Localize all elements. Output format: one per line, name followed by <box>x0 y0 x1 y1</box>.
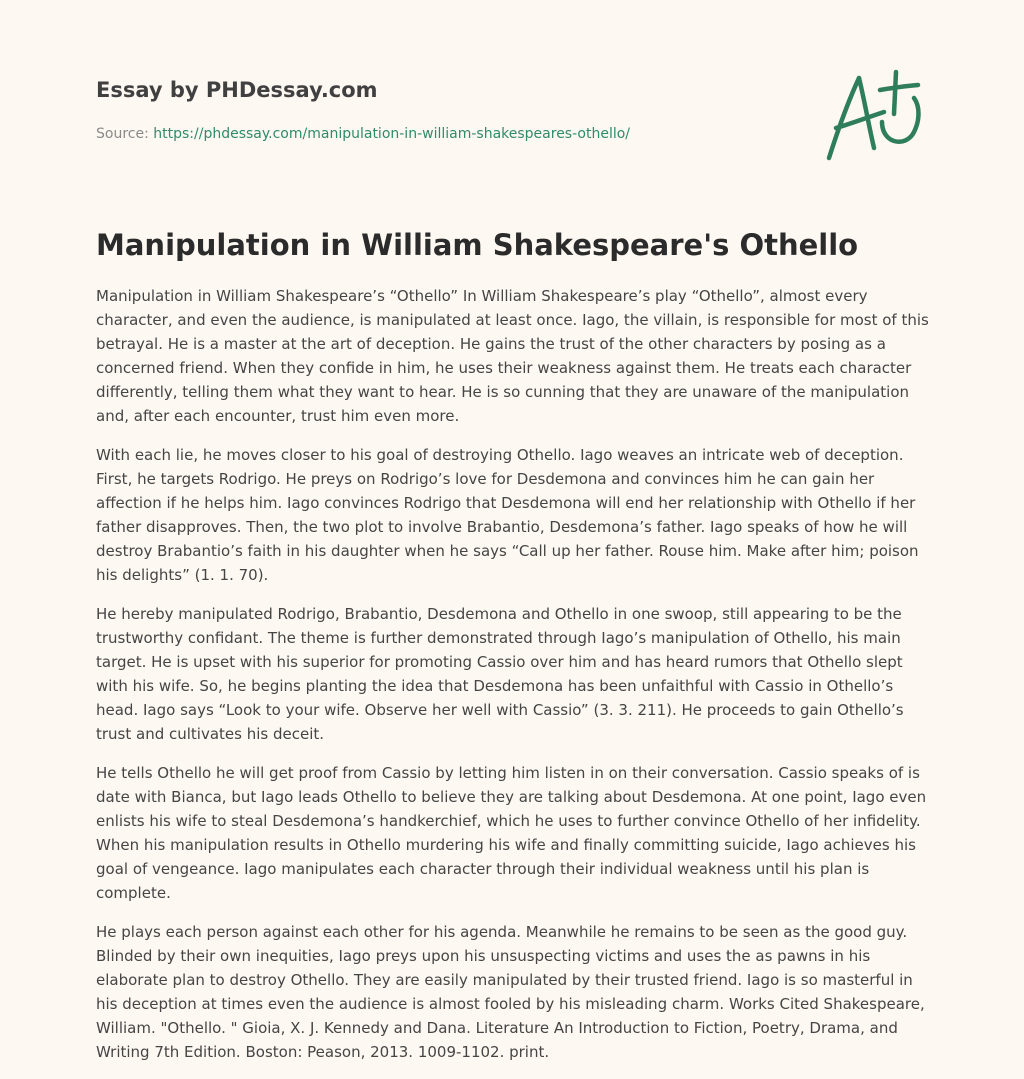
source-label: Source: <box>96 126 149 142</box>
source-line <box>96 124 736 144</box>
essay-title: Manipulation in William Shakespeare's Othello <box>96 228 859 262</box>
essay-paragraph: He tells Othello he will get proof from Cassio by letting him listen in on their conversation. Cassio speaks of is date with Bianca, but Iago leads Othello to believe they are talking about Desdemona. At one point, Iago even enlists his wife to steal Desdemona’s handkerchief, which he uses to further convince Othello of her infidelity. When his manipulation results in Othello murdering his wife and finally committing suicide, Iago achieves his goal of vengeance. Iago manipulates each character through their individual weakness until his plan is complete. <box>96 764 927 902</box>
page-header <box>96 76 736 144</box>
source-link[interactable]: https://phdessay.com/manipulation-in-william-shakespeares-othello/ <box>153 126 631 142</box>
essay-paragraph: He plays each person against each other for his agenda. Meanwhile he remains to be seen as the good guy. Blinded by their own inequities, Iago preys upon his unsuspecting victims and uses the as pawns in his elaborate plan to destroy Othello. They are easily manipulated by their trusted friend. Iago is so masterful in his deception at times even the audience is almost fooled by his misleading charm. Works Cited Shakespeare, William. "Othello. " Gioia, X. J. Kennedy and Dana. Literature An Introduction to Fiction, Poetry, Drama, and Writing 7th Edition. Boston: Peason, 2013. 1009-1102. print. <box>96 923 925 1061</box>
essay-paragraph: He hereby manipulated Rodrigo, Brabantio, Desdemona and Othello in one swoop, still appearing to be the trustworthy confidant. The theme is further demonstrated through Iago’s manipulation of Othello, his main target. He is upset with his superior for promoting Cassio over him and has heard rumors that Othello slept with his wife. So, he begins planting the idea that Desdemona has been unfaithful with Cassio in Othello’s head. Iago says “Look to your wife. Observe her well with Cassio” (3. 3. 211). He proceeds to gain Othello’s trust and cultivates his deceit. <box>96 605 904 743</box>
a-plus-icon <box>822 66 932 166</box>
essay-paragraph: With each lie, he moves closer to his goal of destroying Othello. Iago weaves an intricate web of deception. First, he targets Rodrigo. He preys on Rodrigo’s love for Desdemona and convinces him he can gain her affection if he helps him. Iago convinces Rodrigo that Desdemona will end her relationship with Othello if her father disapproves. Then, the two plot to involve Brabantio, Desdemona’s father. Iago speaks of how he will destroy Brabantio’s faith in his daughter when he says “Call up her father. Rouse him. Make after him; poison his delights” (1. 1. 70). <box>96 446 919 584</box>
brand-name: Essay by PHDessay.com <box>96 78 378 102</box>
essay-body <box>96 284 932 1079</box>
essay-paragraph: Manipulation in William Shakespeare’s “Othello” In William Shakespeare’s play “Othello”, almost every character, and even the audience, is manipulated at least once. Iago, the villain, is responsible for most of this betrayal. He is a master at the art of deception. He gains the trust of the other characters by posing as a concerned friend. When they confide in him, he uses their weakness against them. He treats each character differently, telling them what they want to hear. He is so cunning that they are unaware of the manipulation and, after each encounter, trust him even more. <box>96 287 929 425</box>
